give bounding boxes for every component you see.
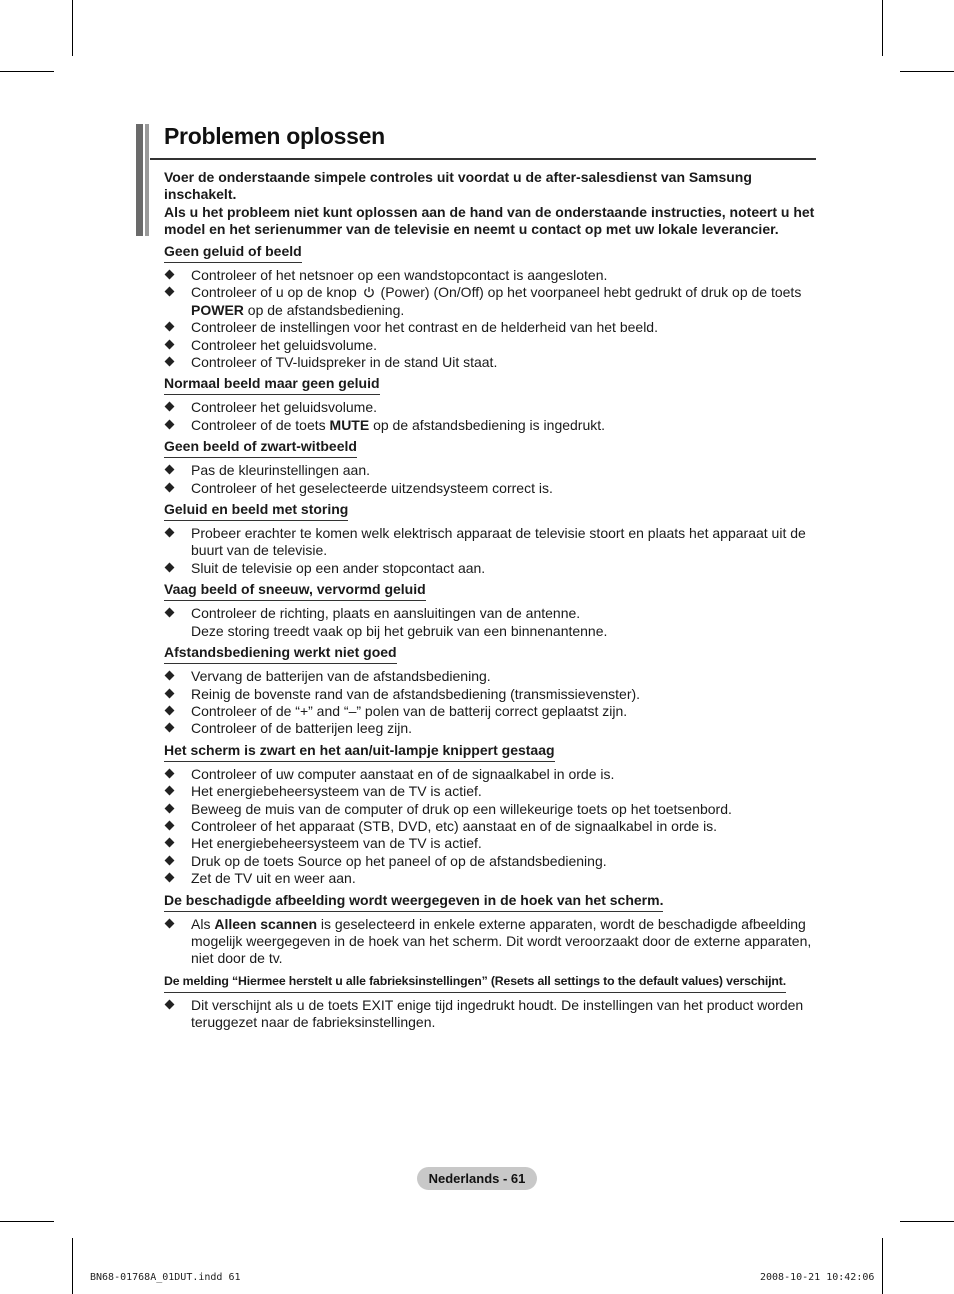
diamond-bullet-icon xyxy=(165,803,175,813)
page-title: Problemen oplossen xyxy=(164,123,385,149)
list-item: Het energiebeheersysteem van de TV is actief. xyxy=(164,835,816,852)
section-black-screen xyxy=(164,742,816,888)
diamond-bullet-icon xyxy=(165,918,175,928)
list-item: Controleer het geluidsvolume. xyxy=(164,399,816,416)
section-snowy-picture xyxy=(164,581,816,640)
crop-mark xyxy=(72,1238,73,1294)
list-item: Controleer of het netsnoer op een wandstopcontact is aangesloten. xyxy=(164,267,816,284)
diamond-bullet-icon xyxy=(165,723,175,733)
crop-mark xyxy=(0,71,54,72)
list-item: Controleer de instellingen voor het contrast en de helderheid van het beeld. xyxy=(164,319,816,336)
section-heading: Normaal beeld maar geen geluid xyxy=(164,375,380,395)
diamond-bullet-icon xyxy=(165,465,175,475)
section-no-sound-no-picture xyxy=(164,243,816,371)
section-heading: Het scherm is zwart en het aan/uit-lampje knippert gestaag xyxy=(164,742,555,762)
diamond-bullet-icon xyxy=(165,270,175,280)
diamond-bullet-icon xyxy=(165,339,175,349)
section-heading: De melding “Hiermee herstelt u alle fabrieksinstellingen” (Resets all settings to the default values) verschijnt. xyxy=(164,973,786,993)
diamond-bullet-icon xyxy=(165,768,175,778)
diamond-bullet-icon xyxy=(165,608,175,618)
list-item: Controleer of de toets MUTE op de afstandsbediening is ingedrukt. xyxy=(164,417,816,434)
diamond-bullet-icon xyxy=(165,322,175,332)
diamond-bullet-icon xyxy=(165,786,175,796)
section-heading: Afstandsbediening werkt niet goed xyxy=(164,644,397,664)
section-picture-no-sound xyxy=(164,375,816,434)
diamond-bullet-icon xyxy=(165,688,175,698)
diamond-bullet-icon xyxy=(165,562,175,572)
diamond-bullet-icon xyxy=(165,705,175,715)
diamond-bullet-icon xyxy=(165,999,175,1009)
list-item: Het energiebeheersysteem van de TV is actief. xyxy=(164,783,816,800)
list-item: Controleer of uw computer aanstaat en of de signaalkabel in orde is. xyxy=(164,766,816,783)
title-divider xyxy=(150,158,816,160)
list-item: Controleer of de batterijen leeg zijn. xyxy=(164,720,816,737)
crop-mark xyxy=(72,0,73,56)
list-item: Reinig de bovenste rand van de afstandsbediening (transmissievenster). xyxy=(164,686,816,703)
print-timestamp: 2008-10-21 10:42:06 xyxy=(760,1272,875,1283)
section-factory-reset-message xyxy=(164,972,816,1032)
crop-mark xyxy=(882,0,883,56)
list-item: Dit verschijnt als u de toets EXIT enige tijd ingedrukt houdt. De instellingen van het product worden teruggezet naar de fabrieksinstellingen. xyxy=(164,997,816,1032)
diamond-bullet-icon xyxy=(165,528,175,538)
section-remote-control xyxy=(164,644,816,738)
power-icon xyxy=(363,286,375,298)
list-item: Sluit de televisie op een ander stopcontact aan. xyxy=(164,560,816,577)
list-item: Controleer het geluidsvolume. xyxy=(164,337,816,354)
diamond-bullet-icon xyxy=(165,820,175,830)
section-heading: Geen geluid of beeld xyxy=(164,243,302,263)
intro-text xyxy=(164,169,816,239)
page-number-badge: Nederlands - 61 xyxy=(417,1167,537,1190)
diamond-bullet-icon xyxy=(165,482,175,492)
section-heading: Geluid en beeld met storing xyxy=(164,501,348,521)
section-no-picture-bw xyxy=(164,438,816,497)
list-item: Controleer of TV-luidspreker in de stand Uit staat. xyxy=(164,354,816,371)
crop-mark xyxy=(900,1221,954,1222)
section-heading: Vaag beeld of sneeuw, vervormd geluid xyxy=(164,581,426,601)
intro-paragraph: Als u het probleem niet kunt oplossen aan de hand van de onderstaande instructies, noteert u het model en het serienummer van de televisie en neemt u contact op met uw lokale leverancier. xyxy=(164,203,815,238)
diamond-bullet-icon xyxy=(165,855,175,865)
crop-mark xyxy=(900,71,954,72)
list-item: Controleer de richting, plaats en aansluitingen van de antenne. Deze storing treedt vaak op bij het gebruik van een binnenantenne. xyxy=(164,605,816,640)
crop-mark xyxy=(882,1238,883,1294)
list-item: Pas de kleurinstellingen aan. xyxy=(164,462,816,479)
crop-mark xyxy=(0,1221,54,1222)
diamond-bullet-icon xyxy=(165,357,175,367)
troubleshooting-sections xyxy=(164,243,816,1036)
diamond-bullet-icon xyxy=(165,671,175,681)
list-item: Controleer of het apparaat (STB, DVD, etc) aanstaat en of de signaalkabel in orde is. xyxy=(164,818,816,835)
section-damaged-picture xyxy=(164,892,816,968)
diamond-bullet-icon xyxy=(165,402,175,412)
list-item: Probeer erachter te komen welk elektrisch apparaat de televisie stoort en plaats het apparaat uit de buurt van de televisie. xyxy=(164,525,816,560)
section-heading: De beschadigde afbeelding wordt weergegeven in de hoek van het scherm. xyxy=(164,892,663,912)
list-item: Beweeg de muis van de computer of druk op een willekeurige toets op het toetsenbord. xyxy=(164,801,816,818)
diamond-bullet-icon xyxy=(165,287,175,297)
intro-paragraph: Voer de onderstaande simpele controles uit voordat u de after-salesdienst van Samsung inschakelt. xyxy=(164,169,752,203)
diamond-bullet-icon xyxy=(165,838,175,848)
file-info: BN68-01768A_01DUT.indd 61 xyxy=(90,1272,241,1283)
list-item: Zet de TV uit en weer aan. xyxy=(164,870,816,887)
list-item: Vervang de batterijen van de afstandsbediening. xyxy=(164,668,816,685)
diamond-bullet-icon xyxy=(165,419,175,429)
list-item: Controleer of de “+” and “–” polen van de batterij correct geplaatst zijn. xyxy=(164,703,816,720)
list-item: Controleer of u op de knop (Power) (On/Off) op het voorpaneel hebt gedrukt of druk op de toets POWER op de afstandsbediening. xyxy=(164,284,816,319)
list-item: Controleer of het geselecteerde uitzendsysteem correct is. xyxy=(164,480,816,497)
title-accent-bars xyxy=(136,124,150,236)
diamond-bullet-icon xyxy=(165,873,175,883)
section-interference xyxy=(164,501,816,577)
list-item: Druk op de toets Source op het paneel of op de afstandsbediening. xyxy=(164,853,816,870)
list-item: Als Alleen scannen is geselecteerd in enkele externe apparaten, wordt de beschadigde afbeelding mogelijk weergegeven in de hoek van het scherm. Dit wordt veroorzaakt door de externe apparaten, niet door de tv. xyxy=(164,916,816,968)
section-heading: Geen beeld of zwart-witbeeld xyxy=(164,438,357,458)
